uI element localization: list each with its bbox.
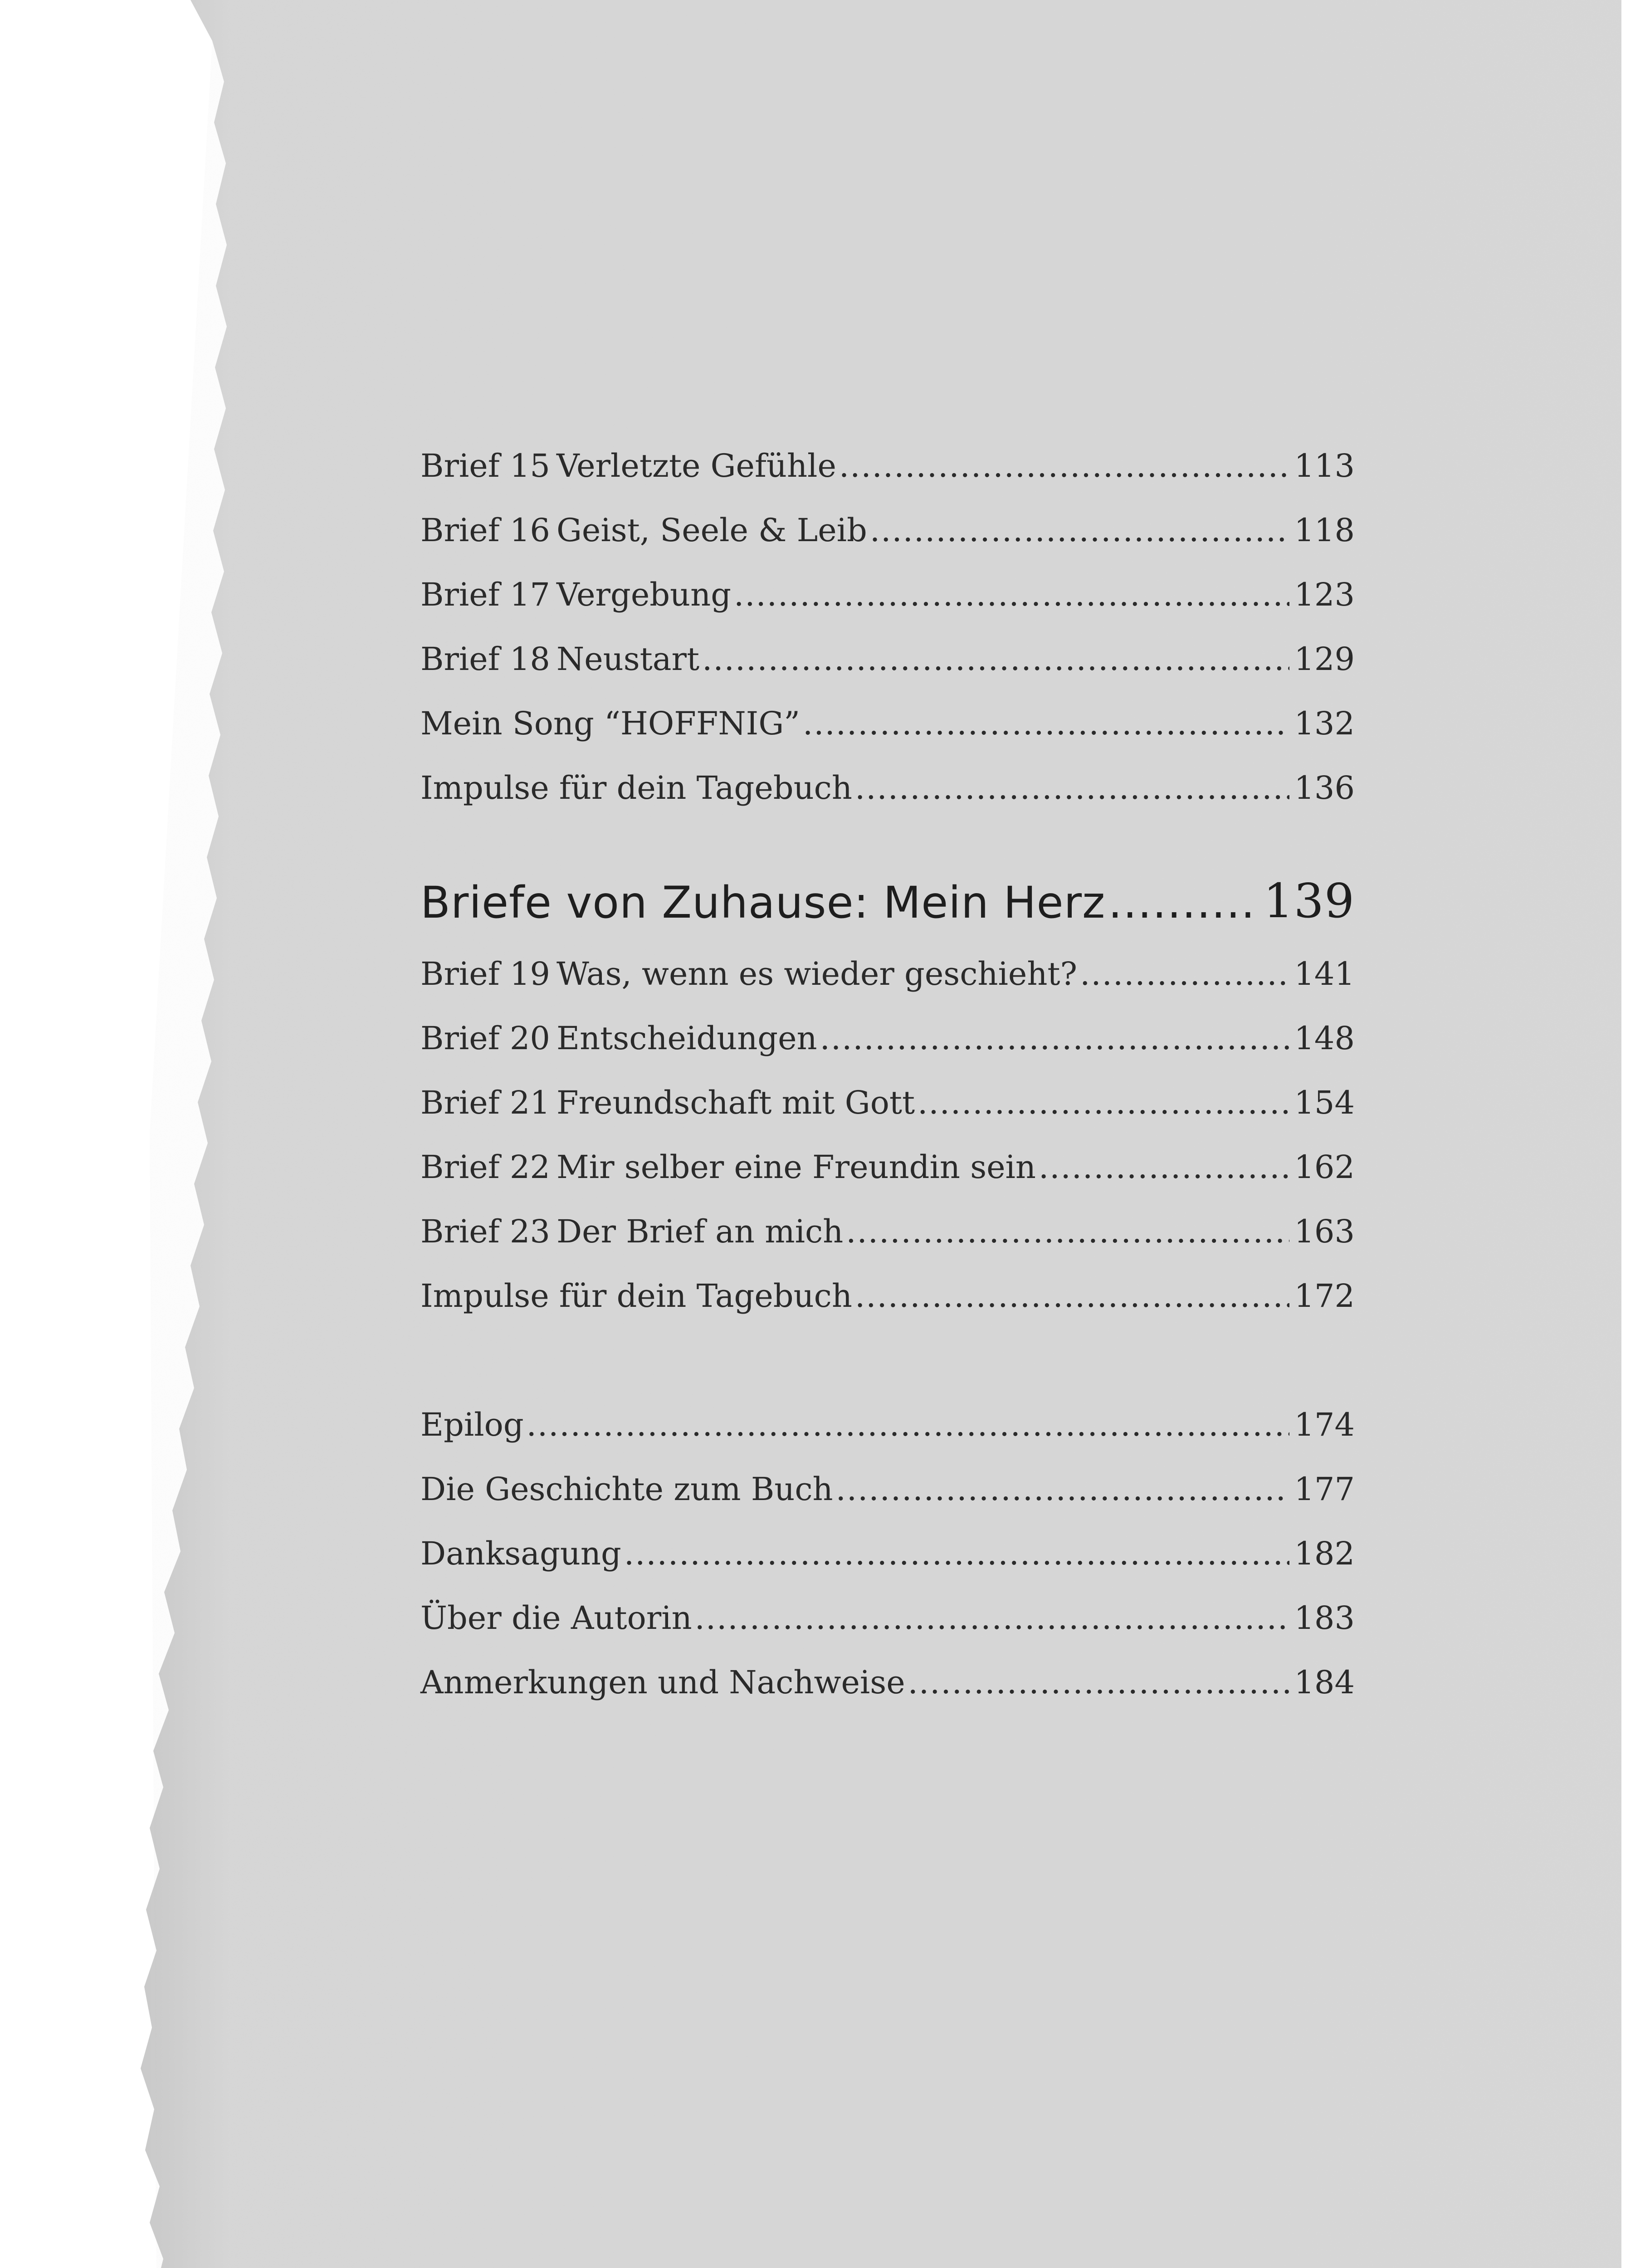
section-page-number: 139 <box>1263 873 1355 929</box>
toc-entry[interactable] <box>420 953 1355 990</box>
dot-leader <box>839 450 1290 482</box>
entry-title: Impulse für dein Tagebuch <box>420 1277 852 1315</box>
page-number: 182 <box>1294 1535 1355 1572</box>
page-number: 148 <box>1294 1020 1355 1057</box>
entry-title: Mein Song “HOFFNIG” <box>420 705 801 742</box>
dot-leader <box>803 708 1289 739</box>
dot-leader <box>855 1280 1289 1312</box>
letter-number: Brief 19 <box>420 955 550 992</box>
toc-entry[interactable] <box>420 1210 1355 1250</box>
letter-number: Brief 15 <box>420 447 550 484</box>
dot-leader <box>695 1602 1290 1634</box>
entry-title: Über die Autorin <box>420 1599 692 1637</box>
entry-title: Die Geschichte zum Buch <box>420 1471 833 1508</box>
entry-title: Impulse für dein Tagebuch <box>420 769 852 807</box>
toc-entry[interactable] <box>420 638 1355 678</box>
dot-leader <box>908 1667 1290 1698</box>
page-number: 136 <box>1294 769 1355 807</box>
page-number: 141 <box>1294 955 1355 992</box>
page-number: 184 <box>1294 1664 1355 1701</box>
page-number: 118 <box>1294 512 1355 549</box>
toc-entry[interactable] <box>420 1468 1355 1508</box>
entry-title: Entscheidungen <box>557 1020 817 1057</box>
toc-entry[interactable] <box>420 1532 1355 1572</box>
page-number: 123 <box>1294 576 1355 613</box>
dot-leader <box>734 579 1289 611</box>
toc-entry[interactable] <box>420 1146 1355 1186</box>
toc-entry[interactable] <box>420 1597 1355 1637</box>
section-title: Briefe von Zuhause: Mein Herz <box>420 877 1106 928</box>
toc-entry[interactable] <box>420 509 1355 549</box>
entry-title: Anmerkungen und Nachweise <box>420 1664 905 1701</box>
letter-number: Brief 23 <box>420 1213 550 1250</box>
toc-entry[interactable] <box>420 1275 1355 1315</box>
entry-title: Geist, Seele & Leib <box>557 512 867 549</box>
toc-entry[interactable] <box>420 1403 1355 1441</box>
entry-title: Epilog <box>420 1406 524 1443</box>
toc-section-heading[interactable] <box>420 873 1355 929</box>
toc-entry[interactable] <box>420 767 1355 807</box>
letter-number: Brief 21 <box>420 1084 550 1121</box>
dot-leader <box>870 514 1290 546</box>
dot-leader <box>624 1538 1290 1569</box>
entry-title: Vergebung <box>557 576 732 613</box>
entry-title: Freundschaft mit Gott <box>557 1084 915 1121</box>
letter-number: Brief 18 <box>420 640 550 678</box>
page-number: 172 <box>1294 1277 1355 1315</box>
dot-leader <box>1080 958 1289 990</box>
dot-leader <box>1108 881 1259 924</box>
page-number: 174 <box>1294 1406 1355 1443</box>
page-number: 177 <box>1294 1471 1355 1508</box>
entry-title: Was, wenn es wieder geschieht? <box>557 955 1078 992</box>
entry-title: Der Brief an mich <box>557 1213 844 1250</box>
letter-number: Brief 20 <box>420 1020 550 1057</box>
toc-entry[interactable] <box>420 573 1355 611</box>
entry-title: Danksagung <box>420 1535 621 1572</box>
dot-leader <box>527 1409 1290 1441</box>
toc-entry[interactable] <box>420 1017 1355 1057</box>
entry-title: Mir selber eine Freundin sein <box>557 1149 1036 1186</box>
page-number: 132 <box>1294 705 1355 742</box>
toc-entry[interactable] <box>420 702 1355 742</box>
page-number: 183 <box>1294 1599 1355 1637</box>
dot-leader <box>836 1473 1290 1505</box>
letter-number: Brief 22 <box>420 1149 550 1186</box>
dot-leader <box>918 1087 1289 1119</box>
page-number: 163 <box>1294 1213 1355 1250</box>
table-of-contents <box>420 0 1355 2268</box>
page-number: 113 <box>1294 447 1355 484</box>
dot-leader <box>702 643 1289 675</box>
letter-number: Brief 16 <box>420 512 550 549</box>
toc-entry[interactable] <box>420 445 1355 482</box>
entry-title: Neustart <box>557 640 700 678</box>
dot-leader <box>855 772 1289 804</box>
dot-leader <box>846 1216 1289 1247</box>
dot-leader <box>1039 1151 1289 1183</box>
page-number: 129 <box>1294 640 1355 678</box>
dot-leader <box>820 1022 1290 1054</box>
toc-entry[interactable] <box>420 1081 1355 1119</box>
page-number: 154 <box>1294 1084 1355 1121</box>
page-number: 162 <box>1294 1149 1355 1186</box>
letter-number: Brief 17 <box>420 576 550 613</box>
entry-title: Verletzte Gefühle <box>557 447 836 484</box>
toc-entry[interactable] <box>420 1661 1355 1701</box>
